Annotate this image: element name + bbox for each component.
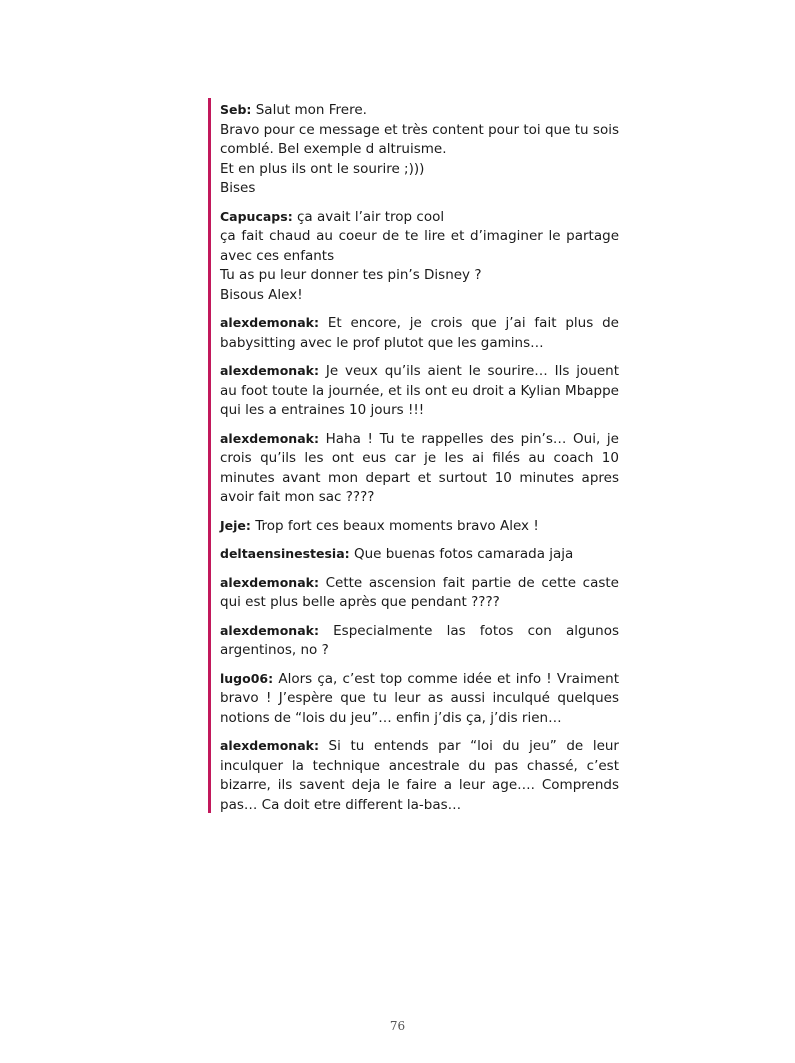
comment-text: Bises	[220, 180, 256, 196]
comment-text: ça avait l’air trop cool	[296, 208, 445, 225]
comment	[220, 313, 619, 353]
comment	[220, 736, 619, 815]
comment-text: Cette ascension fait partie de cette caste qui est plus belle après que pendant ????	[220, 574, 619, 610]
comment-author: alexdemonak:	[220, 363, 319, 378]
comment-text: Et encore, je crois que j’ai fait plus de babysitting avec le prof plutot que les gamins…	[220, 315, 619, 351]
comment-author: deltaensinestesia:	[220, 546, 350, 561]
comment-text: ça fait chaud au coeur de te lire et d’imaginer le partage avec ces enfants	[220, 228, 619, 264]
comment	[220, 100, 619, 199]
comment-text: Je veux qu’ils aient le sourire… Ils jouent au foot toute la journée, et ils ont eu droit a Kylian Mbappe qui les a entraines 10 jours !!!	[220, 363, 619, 418]
comment	[220, 207, 619, 306]
comment	[220, 429, 619, 508]
comment-author: Jeje:	[220, 517, 251, 533]
comment-text: Alors ça, c’est top comme idée et info ! Vraiment bravo ! J’espère que tu leur as aussi inculqué quelques notions de “lois du jeu”… enfin j’dis ça, j’dis rien…	[220, 670, 619, 726]
comment-text: Haha ! Tu te rappelles des pin’s… Oui, je crois qu’ils les ont eus car je les ai filés au coach 10 minutes avant mon depart et surtout 10 minutes apres avoir fait mon sac ????	[220, 430, 619, 505]
comment	[220, 573, 619, 613]
comment-text: Bravo pour ce message et très content pour toi que tu sois comblé. Bel exemple d altruisme.	[220, 121, 619, 157]
comment-author: alexdemonak:	[220, 574, 319, 590]
comment-text: Especialmente las fotos con algunos argentinos, no ?	[220, 622, 619, 658]
comment-author: Seb:	[220, 102, 252, 117]
comment-author: lugo06:	[220, 670, 274, 686]
comment-text: Salut mon Frere.	[255, 102, 367, 118]
comment-thread	[208, 98, 619, 813]
comment-text: Si tu entends par “loi du jeu” de leur inculquer la technique ancestrale du pas chassé, c’est bizarre, ils savent deja le faire a leur age…. Comprends pas… Ca doit etre different la-bas…	[220, 738, 619, 813]
comment-text: Bisous Alex!	[220, 286, 303, 303]
comment-author: alexdemonak:	[220, 738, 319, 753]
comment-author: Capucaps:	[220, 208, 293, 224]
comment-text: Tu as pu leur donner tes pin’s Disney ?	[220, 267, 482, 283]
comment-text: Trop fort ces beaux moments bravo Alex !	[255, 517, 539, 534]
comment-author: alexdemonak:	[220, 430, 319, 446]
comment-text: Et en plus ils ont le sourire ;)))	[220, 160, 425, 177]
comment	[220, 544, 619, 565]
comment	[220, 361, 619, 421]
page-number: 76	[389, 1019, 406, 1033]
comment-author: alexdemonak:	[220, 315, 319, 330]
comment	[220, 516, 619, 537]
comment	[220, 621, 619, 661]
comment-text: Que buenas fotos camarada jaja	[353, 546, 574, 562]
comment	[220, 669, 619, 729]
comment-author: alexdemonak:	[220, 622, 319, 638]
